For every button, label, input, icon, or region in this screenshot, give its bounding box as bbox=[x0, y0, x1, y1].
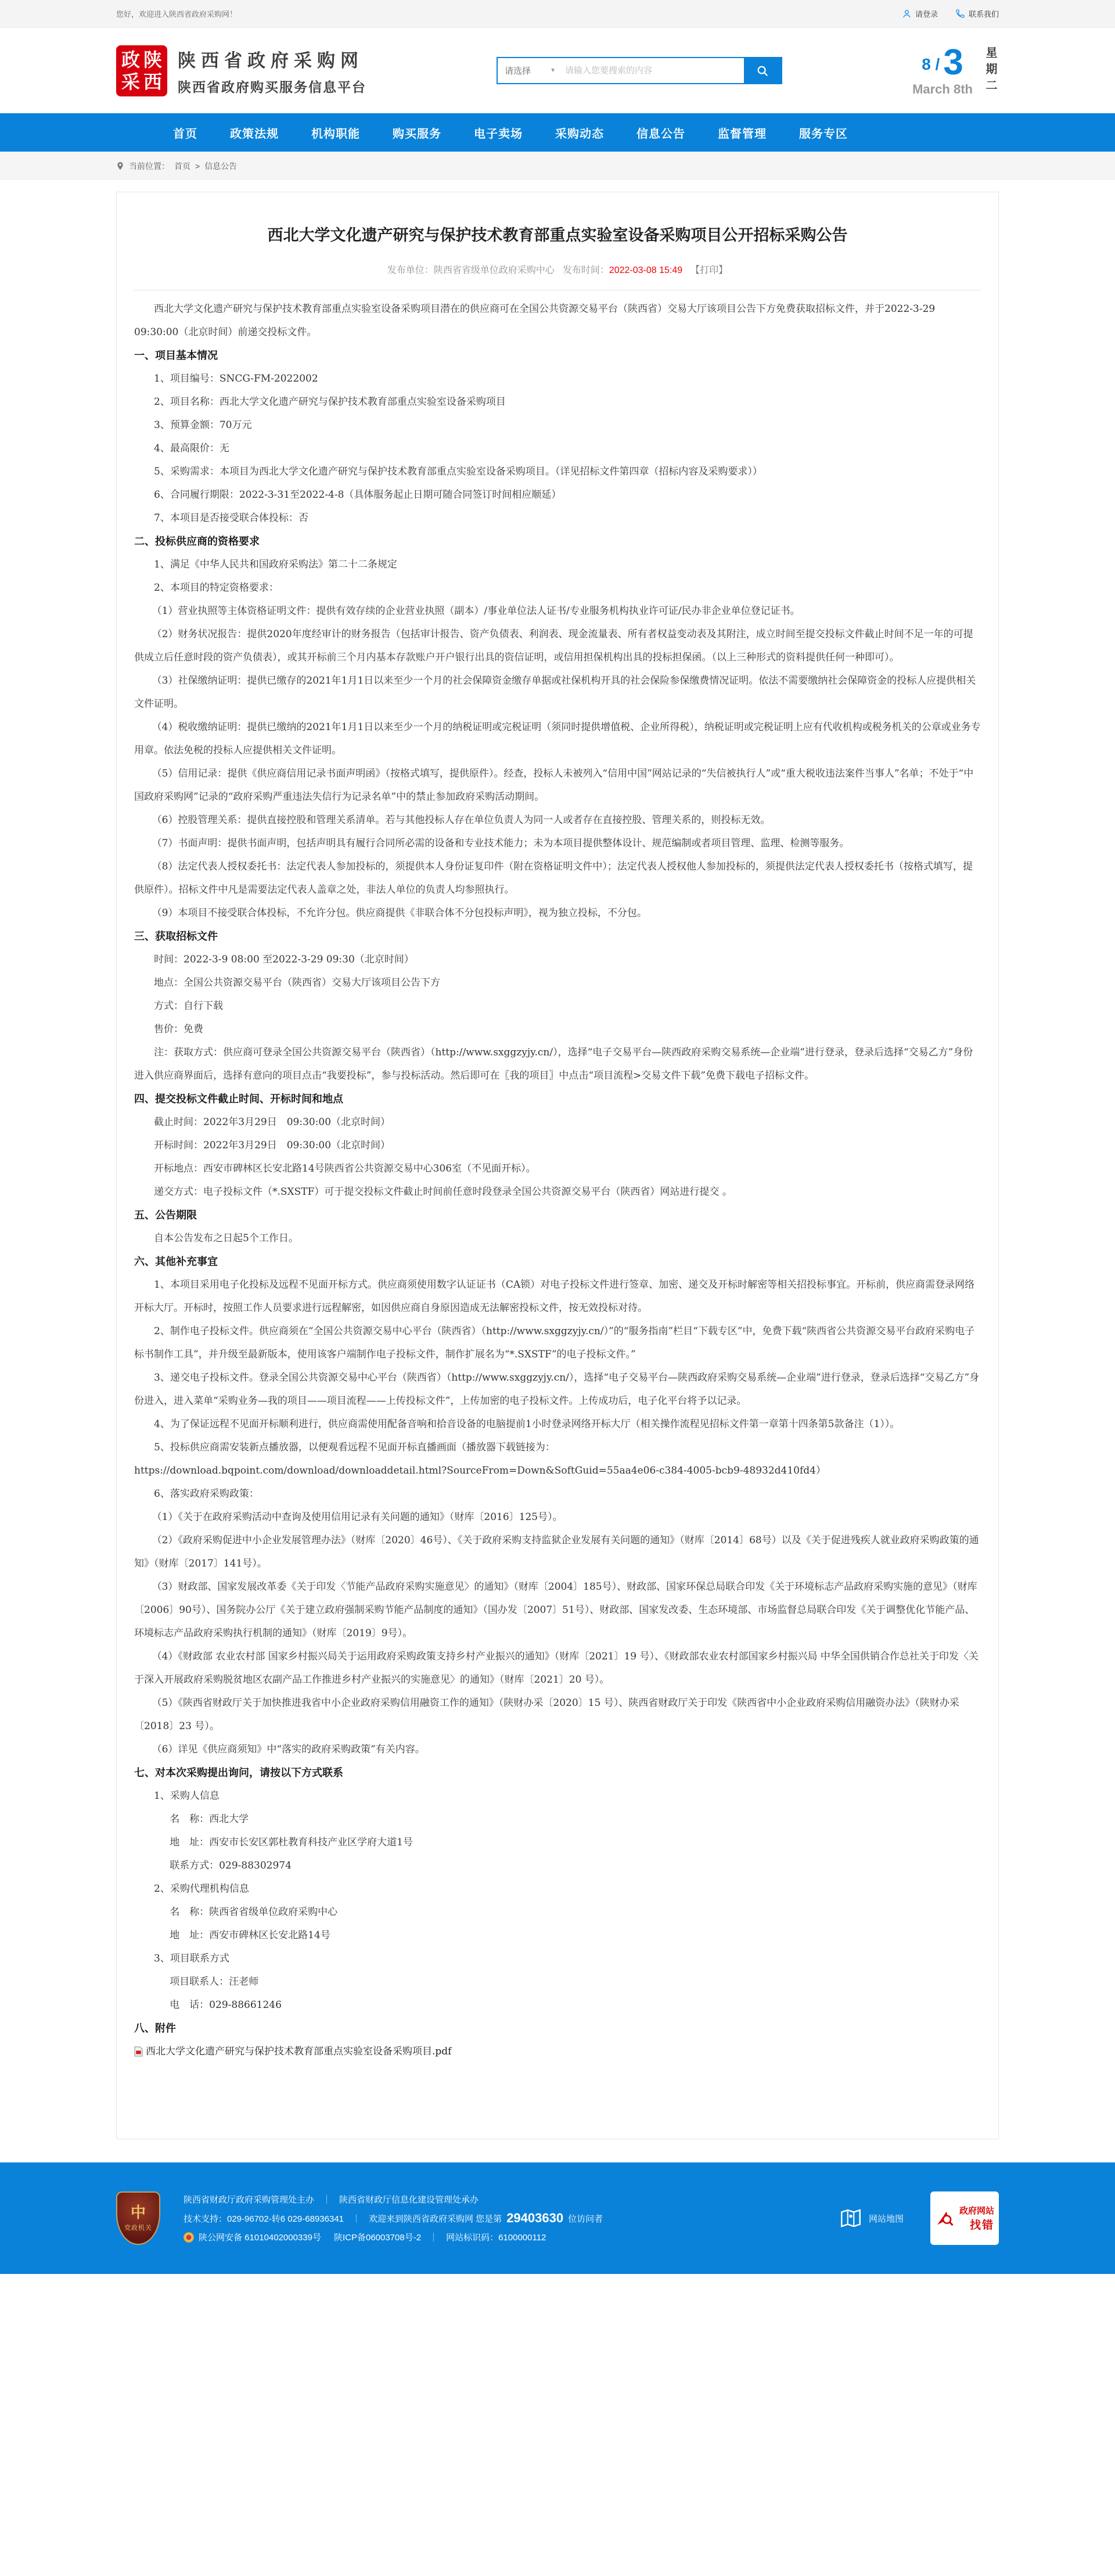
search-icon bbox=[756, 64, 769, 77]
article-paragraph: 1、采购人信息 bbox=[154, 1790, 220, 1802]
party-gov-emblem-icon: 中 党政机关 bbox=[116, 2191, 160, 2245]
article-paragraph: 2、制作电子投标文件。供应商须在“全国公共资源交易中心平台（陕西省）（http://www.sxggzyjy.cn/）”的“服务指南”栏目“下载专区”中，免费下载“陕西省公共资源交易平台政府采购电子标书制作工具”，并升级至最新版本，使用该客户端制作电子投标文件，制作扩展名为“*.SXSTF”的电子投标文件。” bbox=[134, 1325, 975, 1360]
nav-item-4[interactable]: 购买服务 bbox=[393, 127, 441, 141]
article-paragraph: （4）税收缴纳证明：提供已缴纳的2021年1月1日以来至少一个月的纳税证明或完税证明（须同时提供增值税、企业所得税），纳税证明或完税证明上应有代收机构或税务机关的公章或业务专用章。依法免税的投标人应提供相关文件证明。 bbox=[134, 721, 981, 756]
publish-time-value: 2022-03-08 15:49 bbox=[609, 265, 683, 275]
publisher-value: 陕西省省级单位政府采购中心 bbox=[433, 265, 555, 275]
article-paragraph: 3、预算金额：70万元 bbox=[154, 419, 252, 431]
article-paragraph: 5、投标供应商需安装新点播放器，以便观看远程不见面开标直播画面（播放器下载链接为： bbox=[154, 1442, 555, 1453]
nav-item-2[interactable]: 政策法规 bbox=[230, 127, 279, 141]
footer-undertake: 陕西省财政厅信息化建设管理处承办 bbox=[339, 2195, 479, 2205]
article-paragraph: （1）《关于在政府采购活动中查询及使用信用记录有关问题的通知》（财库〔2016〕125号）。 bbox=[152, 1511, 563, 1523]
date-english: March 8th bbox=[912, 81, 973, 96]
phone-icon bbox=[955, 9, 965, 19]
breadcrumb bbox=[0, 152, 1115, 180]
gov-site-error-report-badge[interactable]: 政府网站 找错 bbox=[930, 2191, 999, 2245]
article-paragraph: 地点：全国公共资源交易平台（陕西省）交易大厅该项目公告下方 bbox=[154, 977, 440, 989]
site-logo[interactable] bbox=[116, 45, 366, 96]
user-icon bbox=[902, 9, 912, 19]
gongan-badge-icon bbox=[184, 2232, 194, 2243]
section-heading: 三、获取招标文件 bbox=[134, 930, 218, 942]
error-finder-magnifier-icon bbox=[935, 2208, 955, 2228]
article-paragraph: （5）《陕西省财政厅关于加快推进我省中小企业政府采购信用融资工作的通知》（陕财办采〔2020〕15 号）、陕西省财政厅关于印发《陕西省中小企业政府采购信用融资办法》（陕财办采〔2018〕23 号）。 bbox=[134, 1697, 959, 1732]
article-paragraph: （7）书面声明：提供书面声明，包括声明具有履行合同所必需的设备和专业技术能力；未为本项目提供整体设计、规范编制或者项目管理、监理、检测等服务。 bbox=[152, 838, 850, 849]
article-paragraph: （2）财务状况报告：提供2020年度经审计的财务报告（包括审计报告、资产负债表、利润表、现金流量表、所有者权益变动表及其附注，成立时间至提交投标文件截止时间不足一年的可提供成立后任意时段的资产负债表），或其开标前三个月内基本存款账户开户银行出具的资信证明，或信用担保机构出具的投标担保函。（以上三种形式的资料提供任何一种即可）。 bbox=[134, 628, 973, 663]
article-paragraph: （6）详见《供应商须知》中“落实的政府采购政策”有关内容。 bbox=[152, 1744, 425, 1755]
nav-item-8[interactable]: 监督管理 bbox=[718, 127, 767, 141]
article-paragraph: 开标地点：西安市碑林区长安北路14号陕西省公共资源交易中心306室（不见面开标）。 bbox=[154, 1163, 536, 1174]
login-link[interactable]: 请登录 bbox=[902, 8, 938, 19]
footer-support-row: 技术支持：029-96702-转6 029-68936341 ｜ 欢迎来到陕西省政府采购网 您是第 29403630 位访问者 bbox=[184, 2211, 603, 2225]
footer-host-row: 陕西省财政厅政府采购管理处主办 ｜ 陕西省财政厅信息化建设管理处承办 bbox=[184, 2193, 839, 2205]
breadcrumb-prefix: 当前位置： bbox=[129, 161, 170, 171]
nav-item-6[interactable]: 采购动态 bbox=[555, 127, 604, 141]
article-paragraph: 西北大学文化遗产研究与保护技术教育部重点实验室设备采购项目潜在的供应商可在全国公共资源交易平台（陕西省）交易大厅该项目公告下方免费获取招标文件，并于2022-3-29 09:30:00（北京时间）前递交投标文件。 bbox=[134, 303, 945, 338]
site-title: 陕西省政府采购网 bbox=[178, 50, 364, 71]
article-paragraph: 7、本项目是否接受联合体投标：否 bbox=[154, 512, 308, 524]
article-paragraph: （3）财政部、国家发展改革委《关于印发〈节能产品政府采购实施意见〉的通知》（财库〔2004〕185号）、财政部、国家环保总局联合印发《关于环境标志产品政府采购实施的意见》（财库〔2006〕90号）、国务院办公厅《关于建立政府强制采购节能产品制度的通知》（国办发〔2007〕51号）、财政部、国家发改委、生态环境部、市场监督总局联合印发《关于调整优化节能产品、环境标志产品政府采购执行机制的通知》（财库〔2019〕9号）。 bbox=[134, 1581, 977, 1639]
article-paragraph: 2、项目名称：西北大学文化遗产研究与保护技术教育部重点实验室设备采购项目 bbox=[154, 396, 506, 408]
visitor-count: 29403630 bbox=[506, 2211, 564, 2225]
article-paragraph: 项目联系人：汪老师 bbox=[170, 1976, 259, 1988]
chevron-down-icon: ▼ bbox=[550, 67, 556, 74]
article-paragraph: 联系方式：029-88302974 bbox=[170, 1860, 292, 1871]
date-day: 8 / bbox=[922, 55, 940, 73]
footer-welcome-suffix: 位访问者 bbox=[568, 2214, 603, 2224]
search-button[interactable] bbox=[744, 58, 781, 83]
seal-logo-icon: 政 陕 采 西 bbox=[116, 45, 167, 96]
nav-item-5[interactable]: 电子卖场 bbox=[474, 127, 523, 141]
article-paragraph: （2）《政府采购促进中小企业发展管理办法》（财库〔2020〕46号）、《关于政府采购支持监狱企业发展有关问题的通知》（财库〔2014〕68号）以及《关于促进残疾人就业政府采购政策的通知》（财库〔2017〕141号）。 bbox=[134, 1535, 979, 1569]
section-heading: 二、投标供应商的资格要求 bbox=[134, 536, 260, 547]
article-paragraph: 6、合同履行期限：2022-3-31至2022-4-8（具体服务起止日期可随合同签订时间相应顺延） bbox=[154, 489, 562, 501]
date-weekday: 星期二 bbox=[983, 46, 997, 95]
nav-item-9[interactable]: 服务专区 bbox=[799, 127, 848, 141]
article-paragraph: （4）《财政部 农业农村部 国家乡村振兴局关于运用政府采购政策支持乡村产业振兴的通知》（财库〔2021〕19 号）、《财政部农业农村部国家乡村振兴局 中华全国供销合作总社关于印发〈关于深入开展政府采购脱贫地区农副产品工作推进乡村产业振兴的实施意见〉的通知》（财库〔2021〕20 号）。 bbox=[134, 1651, 979, 1686]
site-code: 网站标识码：6100000112 bbox=[446, 2233, 546, 2243]
article-paragraph: 5、采购需求：本项目为西北大学文化遗产研究与保护技术教育部重点实验室设备采购项目。（详见招标文件第四章（招标内容及采购要求）） bbox=[154, 466, 762, 477]
article-paragraph: 电 话：029-88661246 bbox=[170, 1999, 282, 2011]
breadcrumb-separator: > bbox=[195, 161, 200, 171]
article-paragraph: （5）信用记录：提供《供应商信用记录书面声明函》（按格式填写，提供原件）。经查，投标人未被列入“信用中国”网站记录的“失信被执行人”或“重大税收违法案件当事人”名单；不处于“中国政府采购网”记录的“政府采购严重违法失信行为记录名单”中的禁止参加政府采购活动期间。 bbox=[134, 768, 974, 803]
section-heading: 五、公告期限 bbox=[134, 1209, 197, 1221]
article-paragraph: 开标时间：2022年3月29日 09:30:00（北京时间） bbox=[154, 1140, 391, 1151]
publisher-label: 发布单位：陕西省省级单位政府采购中心 bbox=[387, 265, 555, 275]
article-paragraph: （1）营业执照等主体资格证明文件：提供有效存续的企业营业执照（副本）/事业单位法人证书/专业服务机构执业许可证/民办非企业单位登记证书。 bbox=[152, 605, 800, 617]
article-paragraph: 方式：自行下载 bbox=[154, 1000, 223, 1012]
contact-us-link[interactable]: 联系我们 bbox=[955, 8, 999, 19]
article-paragraph: https://download.bqpoint.com/download/downloaddetail.html?SourceFrom=Down&SoftGuid=55aa4e06-c384-4005-bcb9-48932d410fd4） bbox=[134, 1465, 826, 1476]
nav-item-3[interactable]: 机构职能 bbox=[311, 127, 360, 141]
article-paragraph: 1、项目编号：SNCG-FM-2022002 bbox=[154, 373, 318, 385]
sitemap-link[interactable]: 网站地图 bbox=[839, 2206, 904, 2230]
section-heading: 六、其他补充事宜 bbox=[134, 1256, 218, 1267]
article-paragraph: 时间：2022-3-9 08:00 至2022-3-29 09:30（北京时间） bbox=[154, 954, 414, 965]
article-paragraph: 1、满足《中华人民共和国政府采购法》第二十二条规定 bbox=[154, 559, 397, 570]
footer-welcome: 欢迎来到陕西省政府采购网 您是第 bbox=[369, 2214, 502, 2224]
article-paragraph: 名 称：陕西省省级单位政府采购中心 bbox=[170, 1906, 338, 1918]
article-paragraph: 截止时间：2022年3月29日 09:30:00（北京时间） bbox=[154, 1116, 391, 1128]
article-paragraph: 名 称：西北大学 bbox=[170, 1813, 249, 1825]
site-footer bbox=[0, 2162, 1115, 2274]
article-paragraph: 4、最高限价：无 bbox=[154, 443, 229, 454]
nav-item-1[interactable]: 首页 bbox=[173, 127, 197, 141]
date-widget bbox=[912, 42, 999, 97]
breadcrumb-current: 信息公告 bbox=[204, 161, 238, 171]
location-pin-icon bbox=[116, 161, 124, 171]
site-subtitle: 陕西省政府购买服务信息平台 bbox=[178, 79, 366, 95]
article-paragraph: 递交方式：电子投标文件（*.SXSTF）可于提交投标文件截止时间前任意时段登录全国公共资源交易平台（陕西省）网站进行提交 。 bbox=[154, 1186, 732, 1198]
article-paragraph: 3、项目联系方式 bbox=[154, 1953, 229, 1964]
search-bar bbox=[497, 57, 782, 84]
pdf-file-icon bbox=[134, 2046, 143, 2057]
section-heading: 七、对本次采购提出询问，请按以下方式联系 bbox=[134, 1767, 343, 1779]
article-paragraph: 4、为了保证远程不见面开标顺利进行，供应商需使用配备音响和拾音设备的电脑提前1小时登录网络开标大厅（相关操作流程见招标文件第一章第十四条第5款备注（1））。 bbox=[154, 1418, 900, 1430]
article-paragraph: （9）本项目不接受联合体投标，不允许分包。供应商提供《非联合体不分包投标声明》，视为独立投标，不分包。 bbox=[152, 907, 647, 919]
footer-tech-support: 技术支持：029-96702-转6 029-68936341 bbox=[184, 2214, 344, 2224]
article-paragraph: 6、落实政府采购政策： bbox=[154, 1488, 259, 1500]
footer-beian-row: 陕公网安备 61010402000339号 陕ICP备06003708号-2 ｜ 网站标识码：6100000112 bbox=[184, 2231, 839, 2243]
article-paragraph: 地 址：西安市长安区郭杜教育科技产业区学府大道1号 bbox=[170, 1837, 413, 1848]
main-nav bbox=[0, 113, 1115, 152]
article-paragraph: 3、递交电子投标文件。登录全国公共资源交易中心平台（陕西省）（http://www.sxggzyjy.cn/），选择“电子交易平台—陕西政府采购交易系统—企业端”进行登录，登录后选择“交易乙方”身份进入，进入菜单“采购业务—我的项目——项目流程——上传投标文件”，上传加密的电子投标文件。上传成功后，电子化平台将予以记录。 bbox=[134, 1372, 980, 1407]
announcement-body bbox=[134, 297, 981, 2063]
section-heading: 一、项目基本情况 bbox=[134, 350, 218, 361]
breadcrumb-home[interactable]: 首页 bbox=[174, 161, 190, 171]
nav-item-7[interactable]: 信息公告 bbox=[636, 127, 685, 141]
announcement-card bbox=[116, 192, 999, 2139]
date-month: 3 bbox=[943, 42, 963, 82]
article-paragraph: 2、采购代理机构信息 bbox=[154, 1883, 249, 1895]
site-header bbox=[0, 28, 1115, 113]
search-input[interactable] bbox=[563, 58, 744, 83]
article-paragraph: （3）社保缴纳证明：提供已缴存的2021年1月1日以来至少一个月的社会保障资金缴存单据或社保机构开具的社会保险参保缴费情况证明。依法不需要缴纳社会保障资金的投标人应提供相关文件证明。 bbox=[134, 675, 976, 710]
print-button[interactable]: 【打印】 bbox=[690, 265, 728, 275]
sitemap-icon bbox=[839, 2206, 863, 2230]
footer-host: 陕西省财政厅政府采购管理处主办 bbox=[184, 2195, 315, 2205]
article-paragraph: 2、本项目的特定资格要求： bbox=[154, 582, 279, 594]
article-paragraph: 注：获取方式：供应商可登录全国公共资源交易平台（陕西省）（http://www.sxggzyjy.cn/），选择“电子交易平台—陕西政府采购交易系统—企业端”进行登录，登录后选择“交易乙方”身份进入供应商界面后，选择有意向的项目点击“我要投标”，参与投标活动。然后即可在〖我的项目〗中点击“项目流程>交易文件下载”免费下载电子招标文件。 bbox=[134, 1047, 973, 1082]
gongan-beian-link[interactable]: 陕公网安备 61010402000339号 bbox=[199, 2233, 321, 2243]
icp-beian-link[interactable]: 陕ICP备06003708号-2 bbox=[333, 2233, 422, 2243]
article-paragraph: （6）控股管理关系：提供直接控股和管理关系清单。若与其他投标人存在单位负责人为同一人或者存在直接控股、管理关系的，则投标无效。 bbox=[152, 814, 771, 826]
article-paragraph: （8）法定代表人授权委托书：法定代表人参加投标的，须提供本人身份证复印件（附在资格证明文件中）；法定代表人授权他人参加投标的，须提供法定代表人授权委托书（按格式填写，提供原件）。招标文件中凡是需要法定代表人盖章之处，非法人单位的负责人均参照执行。 bbox=[134, 861, 973, 896]
article-paragraph: 售价：免费 bbox=[154, 1023, 203, 1035]
article-paragraph: 自本公告发布之日起5个工作日。 bbox=[154, 1233, 298, 1244]
welcome-text: 您好，欢迎进入陕西省政府采购网！ bbox=[116, 10, 238, 19]
article-paragraph: 地 址：西安市碑林区长安北路14号 bbox=[170, 1930, 330, 1941]
publish-time: 发布时间：2022-03-08 15:49 bbox=[562, 265, 683, 275]
article-paragraph: 1、本项目采用电子化投标及远程不见面开标方式。供应商须使用数字认证证书（CA锁）对电子投标文件进行签章、加密、递交及开标时解密等相关招投标事宜。开标前，供应商需登录网络开标大厅。开标时，按照工作人员要求进行远程解密，如因供应商自身原因造成无法解密投标文件，按无效投标对待。 bbox=[134, 1279, 975, 1314]
section-heading: 八、附件 bbox=[134, 2022, 176, 2034]
top-utility-bar bbox=[0, 0, 1115, 28]
page-title: 西北大学文化遗产研究与保护技术教育部重点实验室设备采购项目公开招标采购公告 bbox=[267, 227, 848, 244]
attachment-link[interactable]: 西北大学文化遗产研究与保护技术教育部重点实验室设备采购项目.pdf bbox=[134, 2040, 981, 2063]
section-heading: 四、提交投标文件截止时间、开标时间和地点 bbox=[134, 1093, 343, 1105]
search-category-select[interactable]: 请选择 ▼ bbox=[505, 66, 556, 76]
